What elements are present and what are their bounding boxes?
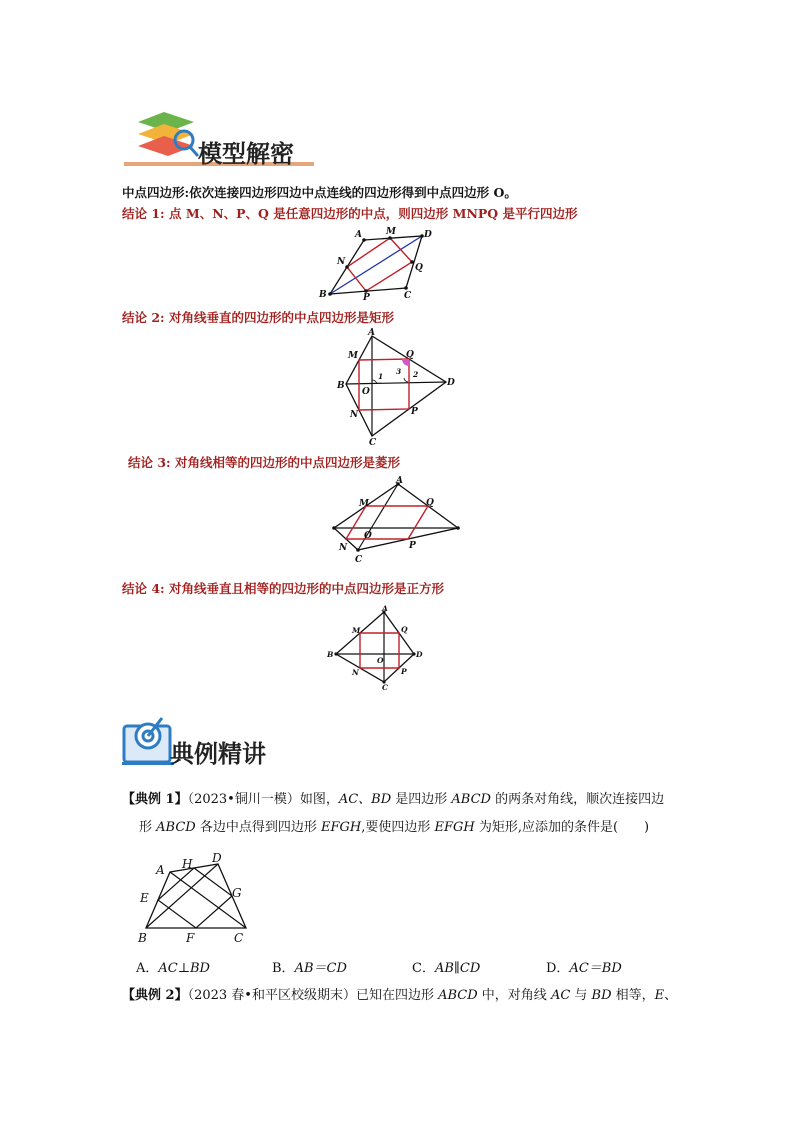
example-source: （2023 春•和平区校级期末）已知在四边形	[187, 988, 439, 1003]
label-B: B	[319, 290, 327, 300]
label-P: P	[401, 667, 407, 676]
figure-rhombus	[318, 474, 468, 566]
label-M: M	[348, 351, 358, 361]
angle-3: 3	[396, 367, 402, 376]
label-Q: Q	[426, 498, 434, 508]
example-text: AC	[550, 988, 571, 1003]
example-text: 形	[139, 820, 157, 835]
conclusion-label: 结论 3:	[128, 455, 171, 470]
label-C: C	[234, 931, 244, 945]
label-A: A	[396, 476, 403, 486]
example-text: AC、BD	[338, 792, 392, 807]
label-M: M	[386, 227, 396, 237]
example-text: E	[654, 988, 665, 1003]
target-icon	[120, 712, 176, 766]
label-B: B	[337, 381, 345, 391]
label-F: F	[186, 931, 195, 945]
label-C: C	[382, 683, 388, 690]
option-key: A．	[136, 961, 159, 976]
label-A: A	[156, 863, 165, 877]
label-E: E	[140, 891, 149, 905]
conclusion-2	[122, 308, 394, 326]
conclusion-text: 对角线相等的四边形的中点四边形是菱形	[175, 455, 401, 470]
example-text: EFGH	[320, 820, 362, 835]
label-P: P	[409, 541, 416, 551]
example-text: ABCD	[156, 820, 196, 835]
section1-title: 模型解密	[198, 139, 294, 168]
conclusion-label: 结论 1:	[122, 206, 165, 221]
conclusion-4	[122, 579, 444, 597]
label-D: D	[212, 851, 222, 865]
example-text: ABCD	[451, 792, 491, 807]
label-Q: Q	[406, 350, 414, 360]
section2-title: 典例精讲	[170, 739, 266, 768]
example-1	[122, 786, 682, 842]
label-N: N	[339, 543, 348, 553]
label-M: M	[359, 499, 369, 509]
label-A: A	[355, 230, 362, 240]
example-text: 、	[664, 988, 678, 1003]
option-c[interactable]	[412, 957, 480, 976]
conclusion-label: 结论 2:	[122, 310, 165, 325]
example-1-line2	[122, 814, 682, 842]
section2-header	[120, 712, 280, 768]
label-D: D	[416, 650, 423, 659]
example-text: ABCD	[438, 988, 478, 1003]
option-key: B．	[272, 961, 295, 976]
option-key: C．	[412, 961, 435, 976]
label-N: N	[350, 410, 359, 420]
label-O: O	[377, 656, 384, 665]
label-A: A	[368, 328, 375, 338]
example-tag: 【典例 2】	[122, 988, 188, 1003]
label-B: B	[327, 650, 334, 659]
label-Q: Q	[415, 263, 423, 273]
option-text: AB＝CD	[294, 961, 347, 976]
label-D: D	[447, 378, 455, 388]
conclusion-text: 对角线垂直的四边形的中点四边形是矩形	[169, 310, 395, 325]
label-Q: Q	[401, 625, 408, 634]
label-O: O	[364, 531, 372, 541]
label-C: C	[404, 291, 412, 300]
label-P: P	[363, 293, 370, 300]
option-a[interactable]	[136, 957, 210, 976]
label-N: N	[352, 668, 359, 677]
option-key: D．	[546, 961, 570, 976]
figure-parallelogram	[314, 224, 444, 300]
label-B: B	[138, 931, 147, 945]
option-d[interactable]	[546, 957, 622, 976]
conclusion-text: 对角线垂直且相等的四边形的中点四边形是正方形	[169, 581, 445, 596]
figure-square	[322, 604, 426, 690]
label-O: O	[362, 387, 370, 397]
angle-2: 2	[413, 370, 419, 379]
example-text: BD	[591, 988, 612, 1003]
label-M: M	[352, 626, 361, 635]
label-G: G	[232, 886, 242, 900]
example-1-line1	[122, 786, 682, 814]
intro-text: 中点四边形:依次连接四边形四边中点连线的四边形得到中点四边形 O。	[122, 185, 517, 200]
section1-header	[118, 104, 318, 168]
label-H: H	[182, 857, 193, 871]
label-C: C	[355, 555, 363, 565]
example-source: （2023•铜川一模）如图，	[187, 792, 339, 807]
option-text: AC＝BD	[569, 961, 622, 976]
example-text: 与	[570, 988, 592, 1003]
label-N: N	[337, 257, 346, 267]
label-C: C	[369, 438, 377, 446]
conclusion-3	[128, 453, 400, 471]
angle-1: 1	[378, 372, 384, 381]
example-text: 相等，	[611, 988, 655, 1003]
example-tag: 【典例 1】	[122, 792, 188, 807]
example-text: 是四边形	[391, 792, 452, 807]
figure-rectangle	[334, 328, 464, 446]
example-1-figure	[136, 850, 260, 946]
example-text: 为矩形,应添加的条件是( )	[474, 820, 650, 835]
option-text: AB∥CD	[434, 961, 481, 976]
example-text: 的两条对角线，顺次连接四边	[490, 792, 665, 807]
option-text: AC⊥BD	[158, 961, 210, 976]
option-b[interactable]	[272, 957, 347, 976]
example-text: ,要使四边形	[361, 820, 435, 835]
label-D: D	[424, 230, 432, 240]
conclusion-1	[122, 204, 578, 222]
label-P: P	[411, 407, 418, 417]
conclusion-label: 结论 4:	[122, 581, 165, 596]
example-text: 各边中点得到四边形	[195, 820, 321, 835]
label-A: A	[382, 604, 388, 613]
example-text: 中，对角线	[477, 988, 551, 1003]
example-2	[122, 982, 677, 1010]
conclusion-text: 点 M、N、P、Q 是任意四边形的中点，则四边形 MNPQ 是平行四边形	[169, 206, 578, 221]
example-text: EFGH	[434, 820, 475, 835]
